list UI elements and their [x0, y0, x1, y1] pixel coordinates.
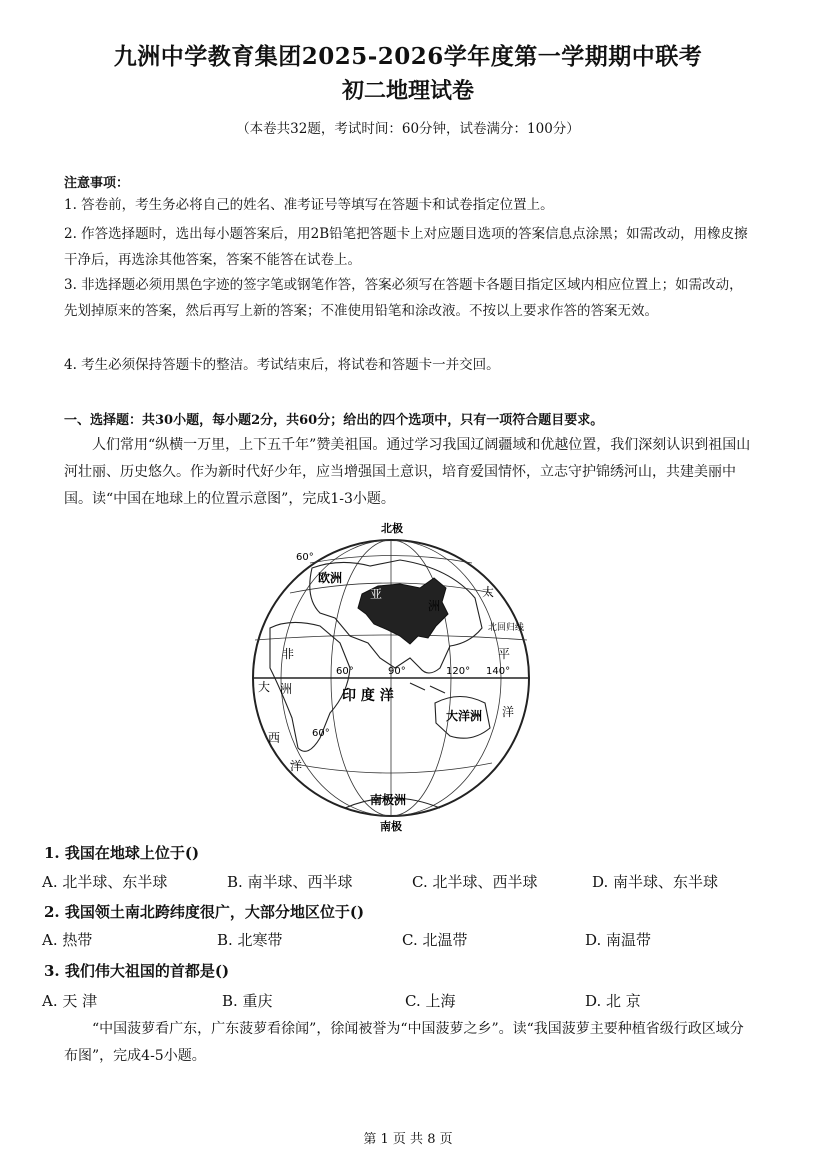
question-1: 1. 我国在地球上位于(): [44, 844, 200, 862]
lon-140-label: 140°: [486, 666, 511, 677]
notice-item: 3. 非选择题必须用黑色字迹的签字笔或钢笔作答，答案必须写在答题卡各题目指定区域内相应位置上；如需改动，先划掉原来的答案，然后再写上新的答案；不准使用铅笔和涂改液。不按以上要求作答的答案无效。: [64, 277, 743, 319]
label-pacific-2: 平: [498, 647, 511, 661]
exam-info: （本卷共32题，考试时间：60分钟，试卷满分：100分）: [236, 121, 580, 137]
option-a[interactable]: A. 北半球、东半球: [42, 873, 168, 891]
label-pacific-1: 太: [482, 585, 495, 599]
option-c[interactable]: C. 北半球、西半球: [412, 873, 538, 891]
question-3: 3. 我们伟大祖国的首都是(): [44, 962, 230, 980]
question-2: 2. 我国领土南北跨纬度很广，大部分地区位于(): [44, 903, 365, 921]
label-africa-3: 大: [258, 680, 271, 694]
label-west-1: 西: [268, 731, 281, 745]
option-d[interactable]: D. 南温带: [585, 931, 652, 949]
label-asia-1: 亚: [370, 587, 383, 601]
lon-90-label: 90°: [388, 666, 406, 677]
lat-60s-label: 60°: [312, 728, 330, 739]
option-a[interactable]: A. 热带: [42, 931, 93, 949]
label-asia-2: 洲: [428, 599, 441, 613]
north-pole-label: 北极: [381, 522, 403, 535]
label-antarctica: 南极洲: [370, 793, 407, 807]
section-heading: 一、选择题：共30小题，每小题2分，共60分；给出的四个选项中，只有一项符合题目要求。: [64, 413, 604, 428]
lon-60-label: 60°: [336, 666, 354, 677]
lat-60n-label: 60°: [296, 552, 314, 563]
label-west-2: 洋: [290, 759, 303, 773]
label-oceania: 大洋洲: [446, 709, 483, 723]
label-tropic: 北回归线: [488, 623, 525, 633]
option-d[interactable]: D. 北 京: [585, 992, 641, 1010]
option-c[interactable]: C. 北温带: [402, 931, 468, 949]
label-pacific-3: 洋: [502, 705, 515, 719]
page-footer: 第 1 页 共 8 页: [363, 1132, 453, 1147]
label-europe: 欧洲: [318, 571, 343, 585]
question-3-options: [42, 990, 782, 1011]
south-pole-label: 南极: [380, 820, 402, 833]
notice-item: 1. 答卷前，考生务必将自己的姓名、准考证号等填写在答题卡和试卷指定位置上。: [64, 197, 554, 213]
option-b[interactable]: B. 重庆: [222, 992, 273, 1010]
option-b[interactable]: B. 北寒带: [217, 931, 283, 949]
question-2-options: [42, 929, 782, 950]
exam-title: 九洲中学教育集团2025-2026学年度第一学期期中联考: [113, 43, 703, 70]
notice-item: 2. 作答选择题时，选出每小题答案后，用2B铅笔把答题卡上对应题目选项的答案信息点涂黑；如需改动，用橡皮擦干净后，再选涂其他答案，答案不能答在试卷上。: [64, 226, 748, 268]
label-africa-1: 非: [282, 647, 295, 661]
lon-120-label: 120°: [446, 666, 471, 677]
label-africa-2: 洲: [280, 682, 293, 696]
notice-item: 4. 考生必须保持答题卡的整洁。考试结束后，将试卷和答题卡一并交回。: [64, 357, 500, 373]
intro-paragraph: 人们常用“纵横一万里，上下五千年”赞美祖国。通过学习我国辽阔疆域和优越位置，我们深刻认识到祖国山河壮丽、历史悠久。作为新时代好少年，应当增强国土意识，培育爱国情怀，立志守护锦绣河山，共建美丽中国。读“中国在地球上的位置示意图”，完成1-3小题。: [64, 437, 751, 507]
passage-4-5: “中国菠萝看广东，广东菠萝看徐闻”，徐闻被誉为“中国菠萝之乡”。读“我国菠萝主要种植省级行政区域分布图”，完成4-5小题。: [64, 1021, 744, 1064]
option-c[interactable]: C. 上海: [405, 992, 456, 1010]
option-a[interactable]: A. 天 津: [42, 992, 98, 1010]
option-b[interactable]: B. 南半球、西半球: [227, 873, 353, 891]
notice-heading: 注意事项：: [64, 176, 130, 191]
option-d[interactable]: D. 南半球、东半球: [592, 873, 719, 891]
label-indian-ocean: 印 度 洋: [342, 688, 394, 704]
question-1-options: [42, 871, 782, 892]
exam-subtitle: 初二地理试卷: [341, 78, 474, 104]
globe-map: [250, 518, 540, 836]
